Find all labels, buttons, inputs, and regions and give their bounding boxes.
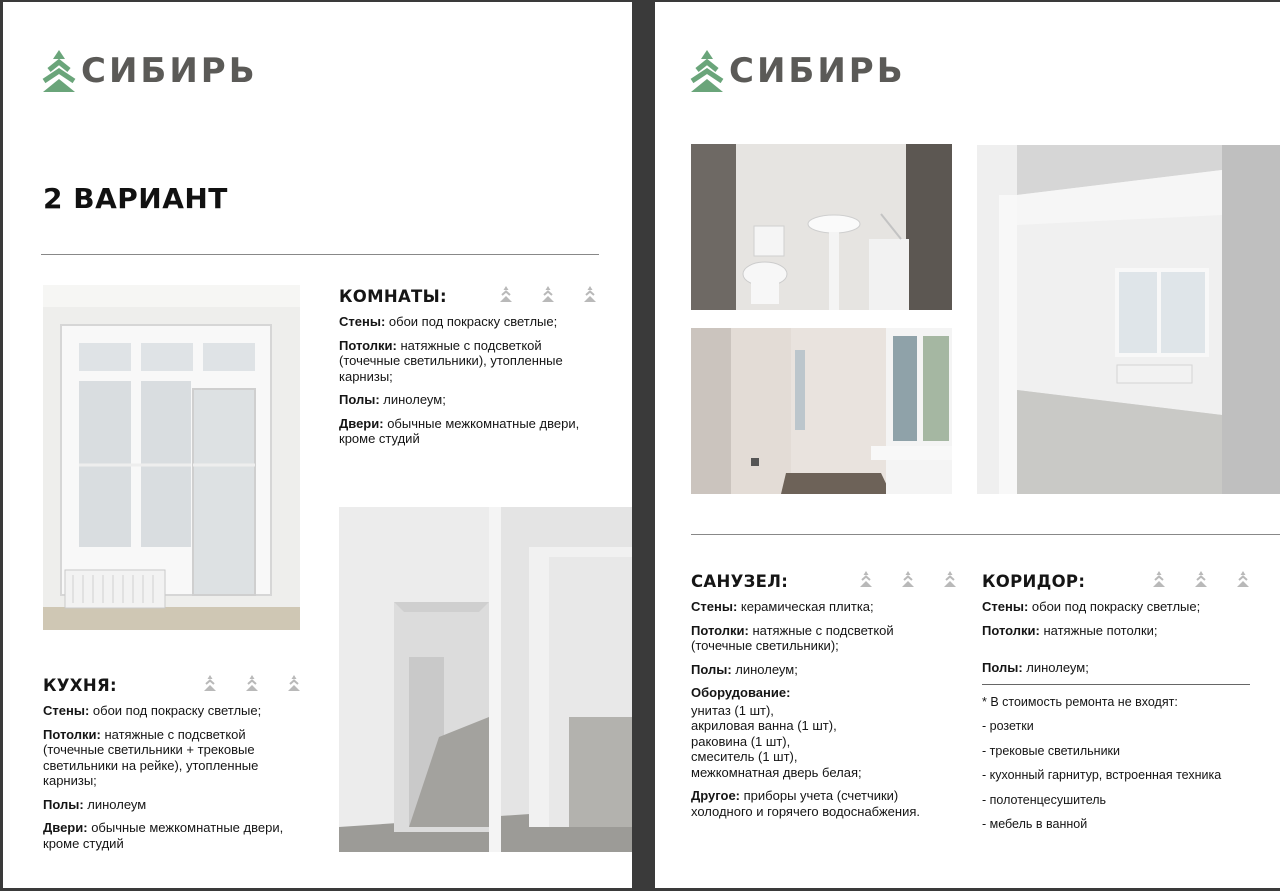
rooms-ceilings: Потолки: натяжные с подсветкой (точечные светильники), утопленные карнизы; [339, 337, 563, 384]
bathroom-ceilings: Потолки: натяжные с подсветкой (точечные светильники); [691, 622, 894, 653]
decor-trees [471, 285, 597, 307]
balcony-photo [691, 328, 952, 494]
rooms-doors: Двери: обычные межкомнатные двери, кроме студий [339, 415, 580, 446]
bathroom-floors: Полы: линолеум; [691, 661, 798, 677]
bathroom-other: Другое: приборы учета (счетчики) холодного и горячего водоснабжения. [691, 788, 920, 819]
note-divider [982, 684, 1250, 685]
tree-icon [859, 570, 873, 592]
kitchen-doors: Двери: обычные межкомнатные двери, кроме студий [43, 820, 284, 851]
tree-icon [1236, 570, 1250, 592]
kitchen-heading: КУХНЯ: [43, 676, 117, 695]
kitchen-ceilings: Потолки: натяжные с подсветкой (точечные светильники + трековые светильники на рейке), утопленные карнизы; [43, 726, 259, 788]
tree-icon [1152, 570, 1166, 592]
tree-logo-icon [689, 48, 725, 94]
brand-name: СИБИРЬ [81, 51, 258, 91]
corridor-floors: Полы: линолеум; [982, 660, 1089, 675]
tree-icon [583, 285, 597, 307]
bathroom-heading: САНУЗЕЛ: [691, 572, 789, 591]
exclusion-item: - розетки [982, 719, 1034, 733]
bathroom-section [691, 570, 957, 827]
decor-trees [175, 674, 301, 696]
tree-icon [901, 570, 915, 592]
left-page [3, 2, 632, 888]
exclusions-note-title: * В стоимость ремонта не входят: [982, 694, 1178, 709]
kitchen-floors: Полы: линолеум [43, 796, 147, 812]
brand-logo [689, 48, 906, 94]
tree-logo-icon [41, 48, 77, 94]
corridor-walls: Стены: обои под покраску светлые; [982, 599, 1201, 614]
rooms-heading: КОМНАТЫ: [339, 287, 447, 306]
tree-icon [1194, 570, 1208, 592]
divider [41, 254, 599, 255]
rooms-floors: Полы: линолеум; [339, 392, 446, 407]
divider [691, 534, 1280, 535]
corridor-section [982, 570, 1250, 842]
rooms-walls: Стены: обои под покраску светлые; [339, 314, 558, 329]
bathroom-equipment-label: Оборудование: [691, 685, 791, 700]
right-page [655, 2, 1280, 888]
brand-logo [41, 48, 258, 94]
exclusion-item: - кухонный гарнитур, встроенная техника [982, 768, 1222, 782]
kitchen-section [43, 674, 301, 859]
exclusion-item: - трековые светильники [982, 743, 1121, 758]
tree-icon [245, 674, 259, 696]
rooms-section [339, 285, 597, 455]
bathroom-walls: Стены: керамическая плитка; [691, 599, 874, 614]
room-window-photo [43, 285, 300, 630]
tree-icon [499, 285, 513, 307]
decor-trees [1124, 570, 1250, 592]
bathroom-equipment: унитаз (1 шт), акриловая ванна (1 шт), раковина (1 шт), смеситель (1 шт), межкомнатная дверь белая; [691, 702, 862, 780]
page-title: 2 ВАРИАНТ [43, 182, 228, 215]
bathroom-photo [691, 144, 952, 310]
brand-name: СИБИРЬ [729, 51, 906, 91]
tree-icon [287, 674, 301, 696]
corridor-photo [339, 507, 632, 852]
empty-room-photo [977, 145, 1280, 494]
corridor-heading: КОРИДОР: [982, 572, 1086, 591]
corridor-ceilings: Потолки: натяжные потолки; [982, 622, 1158, 638]
exclusion-item: - мебель в ванной [982, 817, 1088, 831]
tree-icon [943, 570, 957, 592]
kitchen-walls: Стены: обои под покраску светлые; [43, 703, 262, 718]
exclusion-item: - полотенцесушитель [982, 792, 1107, 807]
tree-icon [203, 674, 217, 696]
decor-trees [831, 570, 957, 592]
tree-icon [541, 285, 555, 307]
